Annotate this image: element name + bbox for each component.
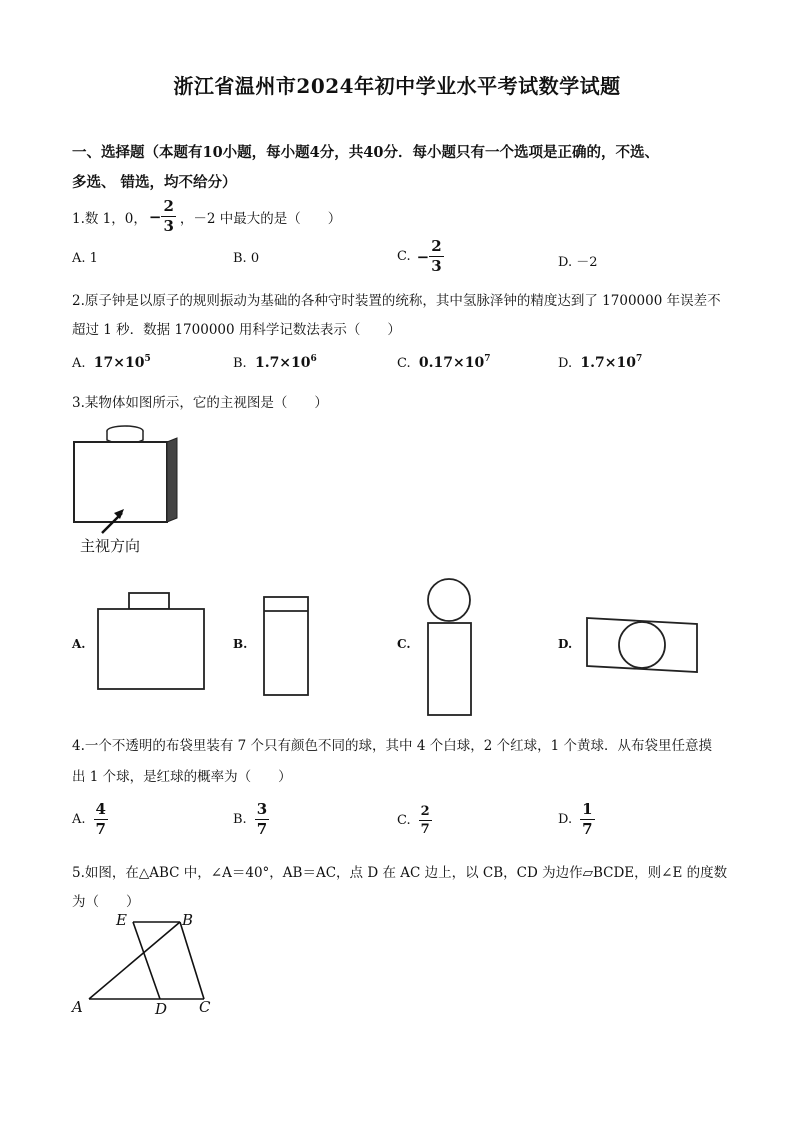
q4-option-d[interactable]: D. $\frac{1}{7}$ [558,800,593,838]
exam-title: 浙江省温州市2024年初中学业水平考试数学试题 [173,74,621,98]
q3-option-a-figure[interactable] [96,592,208,692]
q1-stem-pre: 1.数 1，0， [72,210,147,227]
q3-option-c-label[interactable]: C. [397,637,411,651]
q3-solid-figure [72,423,192,528]
question-2-line1: 2.原子钟是以原子的规则振动为基础的各种守时装置的统称，其中氢脉泽钟的精度达到了 1700000 年误差不 [72,293,721,309]
q1-minus: − [148,207,162,226]
q5-point-a-label: A [72,998,83,1016]
q3-view-direction-caption: 主视方向 [80,537,141,555]
q4-option-c[interactable]: C. $\frac{2}{7}$ [397,804,430,837]
q1-frac-den: 3 [163,217,174,235]
q5-point-d-label: D [155,1000,168,1018]
q1-frac-num: 2 [163,197,174,215]
question-2-line2: 超过 1 秒．数据 1700000 用科学记数法表示（ ） [72,322,401,338]
q2-option-c[interactable]: C. $0.17\times 10^7$ [397,354,491,371]
question-3-stem: 3.某物体如图所示，它的主视图是（ ） [72,395,328,411]
q1-option-a[interactable]: A. 1 [72,251,98,266]
question-5-line1: 5.如图，在△ABC 中，∠A＝40°，AB＝AC，点 D 在 AC 边上，以 CB，CD 为边作▱BCDE，则∠E 的度数 [72,865,728,881]
q3-option-a-label[interactable]: A. [72,637,86,651]
q3-option-b-figure[interactable] [262,596,312,698]
q1-option-c-fraction: $\frac{2}{3}$ [431,237,442,275]
q5-point-e-label: E [116,911,127,929]
q1-option-b[interactable]: B. 0 [233,251,260,266]
question-5-line2: 为（ ） [72,894,140,910]
q5-point-b-label: B [182,911,194,929]
question-4-line1: 4.一个不透明的布袋里装有 7 个只有颜色不同的球，其中 4 个白球，2 个红球，1 个黄球．从布袋里任意摸 [72,738,712,754]
q1-fraction [161,199,175,234]
q3-option-d-label[interactable]: D. [558,637,573,651]
q1-option-d[interactable]: D. －2 [558,255,598,270]
q3-option-d-figure[interactable] [585,616,701,674]
q3-option-c-figure[interactable] [422,576,478,718]
section-heading-line1: 一、选择题（本题有10小题，每小题4分，共40分．每小题只有一个选项是正确的，不选、 [72,144,659,161]
question-1-stem [72,199,341,234]
q1-option-c[interactable]: C. − $\frac{2}{3}$ [397,237,442,275]
q3-option-b-label[interactable]: B. [233,637,248,651]
q2-option-b[interactable]: B. $1.7\times 10^6$ [233,354,317,371]
section-heading-line2: 多选、 错选，均不给分） [72,174,237,191]
question-4-line2: 出 1 个球，是红球的概率为（ ） [72,769,292,785]
q4-option-b[interactable]: B. $\frac{3}{7}$ [233,800,268,838]
q4-option-a[interactable]: A. $\frac{4}{7}$ [72,800,106,838]
q2-option-d[interactable]: D. $1.7\times 10^7$ [558,354,643,371]
q1-stem-post: ，－2 中最大的是（ ） [179,210,342,227]
q5-point-c-label: C [199,998,211,1016]
q2-option-a[interactable]: A. $17\times 10^5$ [72,354,151,371]
